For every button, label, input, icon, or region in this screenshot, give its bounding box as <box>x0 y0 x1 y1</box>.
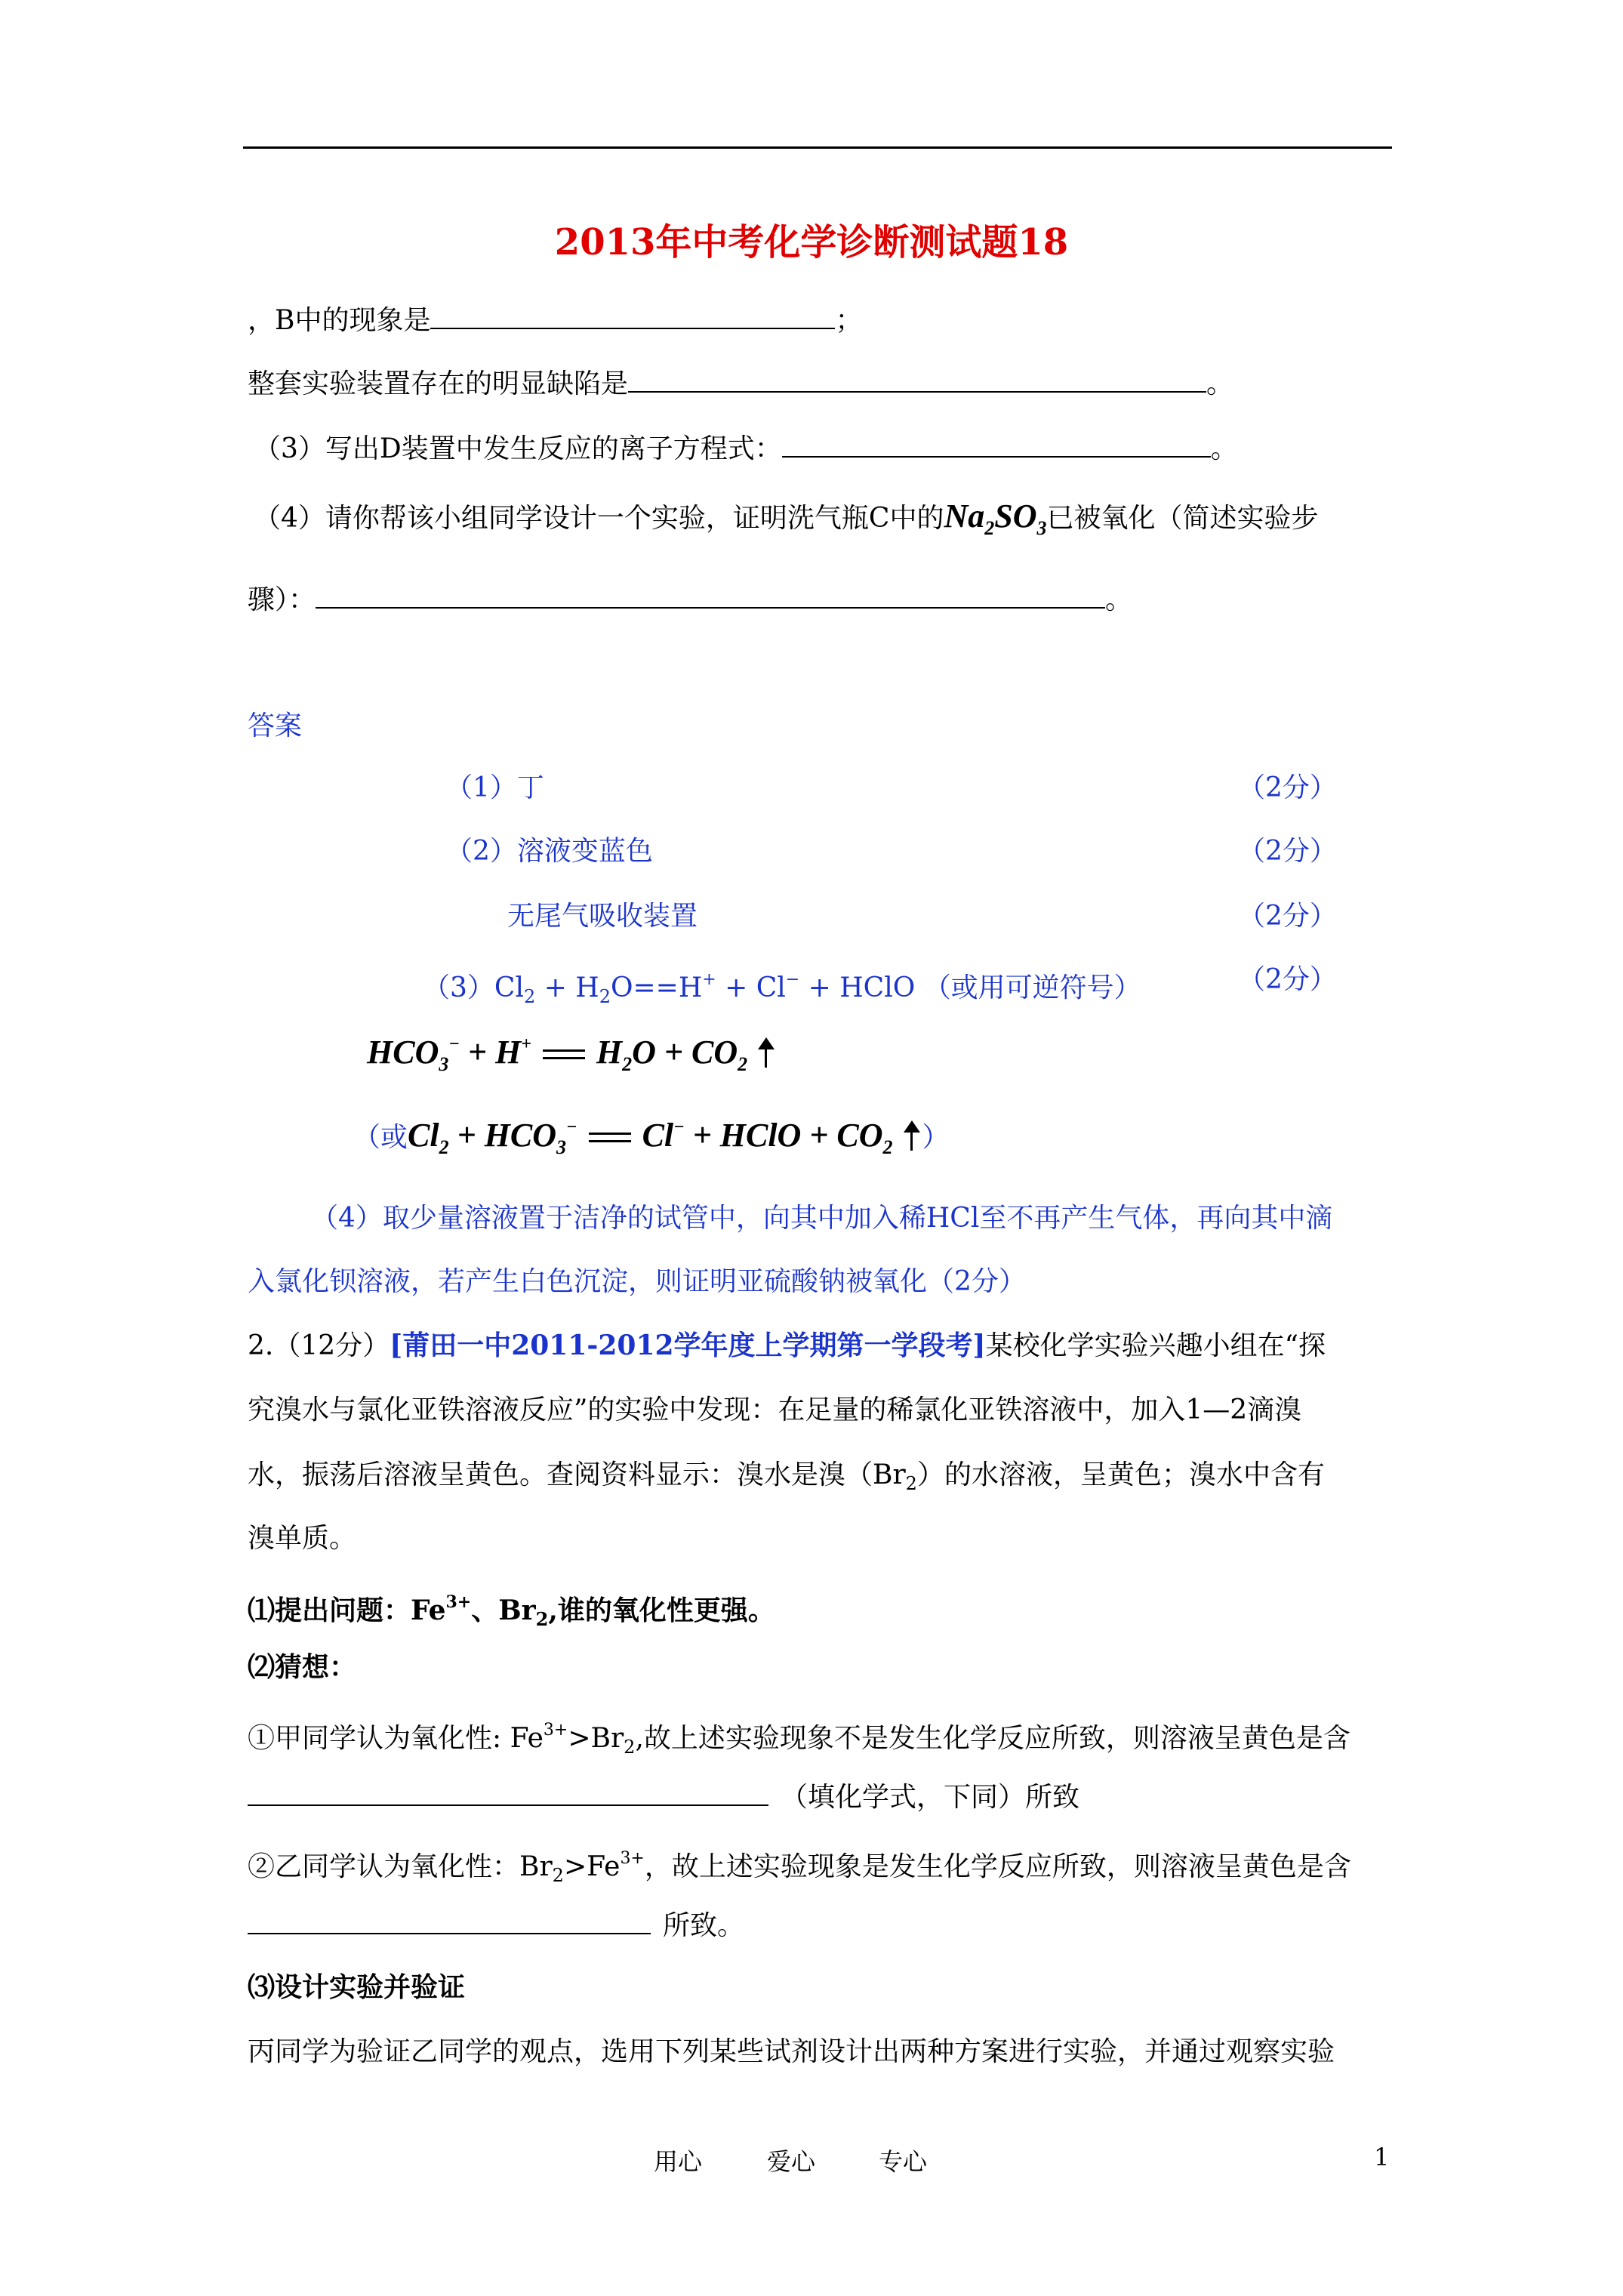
answer-4-line2: 入氯化钡溶液，若产生白色沉淀，则证明亚硫酸钠被氧化（2分） <box>248 1266 1026 1297</box>
q1-defect-line <box>248 365 1233 401</box>
q1-q4-label: （4）请你帮该小组同学设计一个实验，证明洗气瓶C中的 <box>254 503 944 534</box>
answer-2: （2）溶液变蓝色 <box>445 836 653 867</box>
answer-1-score: （2分） <box>1238 772 1337 803</box>
q2-part3: ⑶设计实验并验证 <box>248 1971 466 2003</box>
answer-blank[interactable] <box>248 1907 651 1934</box>
footer-motto-3: 专心 <box>879 2147 928 2176</box>
alt-close: ） <box>922 1122 950 1153</box>
q2-line1-rest: 某校化学实验兴趣小组在“探 <box>985 1330 1326 1361</box>
q1-period-3: 。 <box>1105 584 1133 615</box>
q2-guess-a-tail: （填化学式，下同）所致 <box>781 1782 1080 1813</box>
answer-blank[interactable] <box>316 581 1105 609</box>
q1-q3-line <box>254 430 1238 466</box>
answer-blank[interactable] <box>628 365 1206 393</box>
answer-blank[interactable] <box>430 302 835 329</box>
q1-q4-line-2 <box>248 581 1132 617</box>
q2-guess-b: ②乙同学认为氧化性：$Br_2>Fe^{3+}$，故上述实验现象是发生化学反应所致，则溶液呈黄色是含 <box>248 1849 1351 1886</box>
answer-2b: 无尾气吸收装置 <box>507 901 698 932</box>
q2-guess-b-tail: 所致。 <box>663 1910 745 1941</box>
alt-open: （或 <box>353 1122 408 1153</box>
q1-semicolon: ； <box>835 305 863 336</box>
q1-q3-label: （3）写出D装置中发生反应的离子方程式： <box>254 433 782 464</box>
answer-blank[interactable] <box>782 430 1211 458</box>
answer-2-score: （2分） <box>1238 836 1337 867</box>
equation-hco3: $HCO_3^- + H^+$ $H_2O + CO_2$ <box>367 1033 777 1076</box>
footer-motto-1: 用心 <box>654 2147 703 2176</box>
answer-blank[interactable] <box>248 1779 768 1806</box>
footer-motto-2: 爱心 <box>767 2147 816 2176</box>
q2-number: 2.（12分） <box>248 1330 390 1361</box>
q1-q4-line <box>254 500 1319 545</box>
q1-period-2: 。 <box>1210 433 1238 464</box>
q2-line1 <box>248 1329 1326 1363</box>
answer-2b-score: （2分） <box>1238 901 1337 932</box>
answer-4-line1: （4）取少量溶液置于洁净的试管中，向其中加入稀HCl至不再产生气体，再向其中滴 <box>311 1203 1333 1234</box>
answer-3-score: （2分） <box>1238 964 1337 995</box>
q2-line4: 溴单质。 <box>248 1523 357 1554</box>
formula-na2so3: $Na_2SO_3$ <box>944 498 1047 539</box>
q2-part2: ⑵猜想： <box>248 1651 357 1683</box>
q1-period: 。 <box>1206 368 1234 399</box>
q2-line3: 水，振荡后溶液呈黄色。查阅资料显示：溴水是溴$(Br_2)$的水溶液，呈黄色；溴水中含有 <box>248 1459 1325 1494</box>
equation-alt: （或$Cl_2 + HCO_3^-$ Cl− + HClO + $CO_2$ ） <box>353 1117 950 1158</box>
q1-q4-label-c: 骤）： <box>248 584 316 615</box>
q1-b-label: ，B中的现象是 <box>248 305 431 336</box>
page-title: 2013年中考化学诊断测试题18 <box>554 221 1069 264</box>
q1-defect-label: 整套实验装置存在的明显缺陷是 <box>248 368 629 399</box>
q2-source: [莆田一中2011-2012学年度上学期第一学段考] <box>390 1330 986 1361</box>
page-number: 1 <box>1374 2143 1390 2171</box>
q2-line2: 究溴水与氯化亚铁溶液反应”的实验中发现：在足量的稀氯化亚铁溶液中，加入1—2滴溴 <box>248 1395 1302 1425</box>
answer-3: $(3)Cl_2 + H_2O==H^+ + Cl^-$ + HClO （或用可逆符号） <box>423 970 1141 1007</box>
q2-part3-line: 丙同学为验证乙同学的观点，选用下列某些试剂设计出两种方案进行实验，并通过观察实验 <box>248 2036 1335 2067</box>
q2-guess-a-blank-line <box>248 1779 1079 1814</box>
q2-part1: ⑴提出问题：$Fe^{3+}$、$Br_2$,谁的氧化性更强。 <box>248 1592 775 1630</box>
q2-guess-a: ①甲同学认为氧化性: $Fe^{3+}>Br_2$,故上述实验现象不是发生化学反应所致，则溶液呈黄色是含 <box>248 1721 1350 1758</box>
q2-guess-b-blank-line <box>248 1907 744 1943</box>
answer-heading: 答案 <box>248 710 303 741</box>
q1-q4-label-b: 已被氧化（简述实验步 <box>1046 503 1319 534</box>
answer-1: （1）丁 <box>445 772 544 803</box>
q1-b-line <box>248 302 862 337</box>
header-rule <box>243 146 1392 149</box>
